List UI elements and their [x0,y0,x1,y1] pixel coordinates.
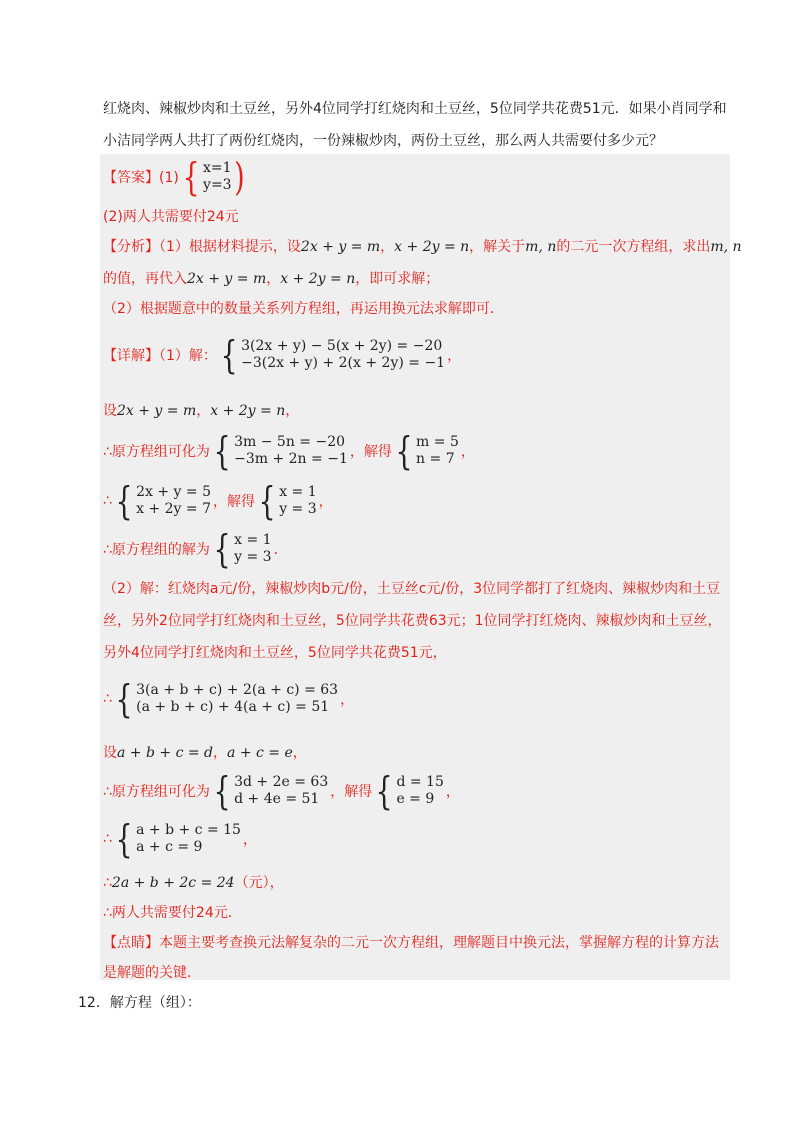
equation: (a + b + c) + 4(a + c) = 51 [136,699,330,715]
text: ，解得 [330,784,373,800]
math: 2x + y = m [117,403,197,419]
detail-back1 [103,479,333,523]
comment-line2: 是解题的关键． [103,965,201,981]
comment-line1: 【点睛】本题主要考查换元法解复杂的二元一次方程组，理解题目中换元法，掌握解方程的计算方法 [103,935,719,951]
math: a + c = e [227,745,293,761]
analysis-line2 [103,268,439,290]
text: ， [380,239,395,255]
text: ， [242,832,257,848]
text: ∴ [103,831,112,847]
text: ∴ [103,875,112,891]
system [136,682,338,716]
brace-icon: { [213,769,231,813]
brace-icon: { [182,155,200,199]
equation: a + c = 9 [136,839,203,855]
equation: −3m + 2n = −1 [234,451,348,467]
brace-icon: { [115,479,133,523]
text: ∴ [103,691,112,707]
text: ， [318,494,333,510]
detail-label: 【详解】（1）解： [103,348,217,364]
brace-icon: { [213,429,231,473]
equation: 3(a + b + c) + 2(a + c) = 63 [136,682,339,698]
math: a + b + c = d [117,745,214,761]
math: x + 2y = n [210,403,286,419]
answer-label: 【答案】(1) [103,170,179,186]
text: ∴原方程组可化为 [103,444,210,460]
text: ， [285,403,300,419]
text: ，即可求解； [355,271,440,287]
text: 设 [103,745,117,761]
text: 的二元一次方程组，求出 [556,239,711,255]
system [136,484,211,518]
text: ， [447,348,462,364]
answer-eq-2: y=3 [203,177,232,193]
solution [416,434,459,468]
detail-back2 [103,817,257,861]
math: m, n [710,239,742,255]
text: ，解关于 [469,239,526,255]
solution [279,484,316,518]
problem-text-line1: 红烧肉、辣椒炒肉和土豆丝，另外4位同学打红烧肉和土豆丝，5位同学共花费51元．如果小肖同学和 [103,101,727,117]
equation: d = 15 [396,774,444,790]
answer-system [203,160,232,194]
text: 设 [103,403,117,419]
text: ∴原方程组的解为 [103,542,210,558]
text: 【分析】（1）根据材料提示，设 [103,239,301,255]
brace-icon: { [395,429,413,473]
text: ， [196,403,211,419]
equation: d + 4e = 51 [234,791,320,807]
equation: y = 3 [234,549,272,565]
system [136,822,241,856]
analysis-line3: （2）根据题意中的数量关系列方程组，再运用换元法求解即可． [103,301,504,317]
brace-icon: { [213,527,231,571]
text: ， [460,444,475,460]
math: 2x + y = m [300,239,381,255]
solution [234,532,271,566]
detail-p2-line2: 丝，另外2位同学打红烧肉和土豆丝，5位同学共花费63元；1位同学打红烧肉、辣椒炒肉和土豆丝， [103,613,722,629]
detail-trans2 [103,769,460,813]
answer-part2: (2)两人共需要付24元 [103,209,239,225]
brace-close-icon: ) [233,155,245,199]
detail-p1 [103,333,462,377]
equation: x + 2y = 7 [136,501,211,517]
equation: y = 3 [279,501,317,517]
detail-set1 [103,400,299,422]
equation: x = 1 [279,484,317,500]
problem-text-line2: 小洁同学两人共打了两份红烧肉，一份辣椒炒肉，两份土豆丝，那么两人共需要付多少元？ [103,133,663,149]
system [234,434,348,468]
solution [396,774,443,808]
math: x + 2y = n [394,239,470,255]
system [241,338,445,372]
detail-sol1 [103,527,288,571]
answer-row [103,155,246,199]
text: ， [340,692,355,708]
equation: m = 5 [416,434,459,450]
brace-icon: { [115,677,133,721]
math: m, n [525,239,557,255]
analysis-line1 [103,236,742,258]
math: 2a + b + 2c = 24 [111,875,235,891]
brace-icon: { [375,769,393,813]
math: 2x + y = m [187,271,267,287]
detail-sum [103,872,284,894]
math: x + 2y = n [280,271,356,287]
detail-set2 [103,742,307,764]
next-problem-heading: 12．解方程（组）： [78,995,201,1011]
text: ， [213,745,228,761]
equation: e = 9 [396,791,435,807]
equation: 3m − 5n = −20 [234,434,346,450]
equation: x = 1 [234,532,272,548]
text: 的值，再代入 [103,271,187,287]
text: ，解得 [349,444,392,460]
text: （元）， [234,875,284,891]
answer-eq-1: x=1 [203,160,232,176]
text: ∴原方程组可化为 [103,784,210,800]
detail-p2-line3: 另外4位同学打红烧肉和土豆丝，5位同学共花费51元， [103,645,447,661]
detail-p2-line1: （2）解：红烧肉a元/份，辣椒炒肉b元/份，土豆丝c元/份，3位同学都打了红烧肉、辣椒炒肉和土豆 [103,581,721,597]
text: ，解得 [213,494,255,510]
text: ． [273,542,288,558]
text: ， [266,271,281,287]
equation: n = 7 [416,451,455,467]
detail-eq2 [103,677,355,721]
equation: 2x + y = 5 [136,484,211,500]
brace-icon: { [258,479,276,523]
equation: −3(2x + y) + 2(x + 2y) = −1 [241,355,446,371]
brace-icon: { [115,817,133,861]
equation: a + b + c = 15 [136,822,241,838]
equation: 3(2x + y) − 5(x + 2y) = −20 [241,338,443,354]
detail-trans1 [103,429,475,473]
detail-final: ∴两人共需要付24元． [103,905,242,921]
system [234,774,328,808]
brace-icon: { [220,333,238,377]
text: ， [445,784,460,800]
text: ， [292,745,307,761]
text: ∴ [103,493,112,509]
equation: 3d + 2e = 63 [234,774,329,790]
